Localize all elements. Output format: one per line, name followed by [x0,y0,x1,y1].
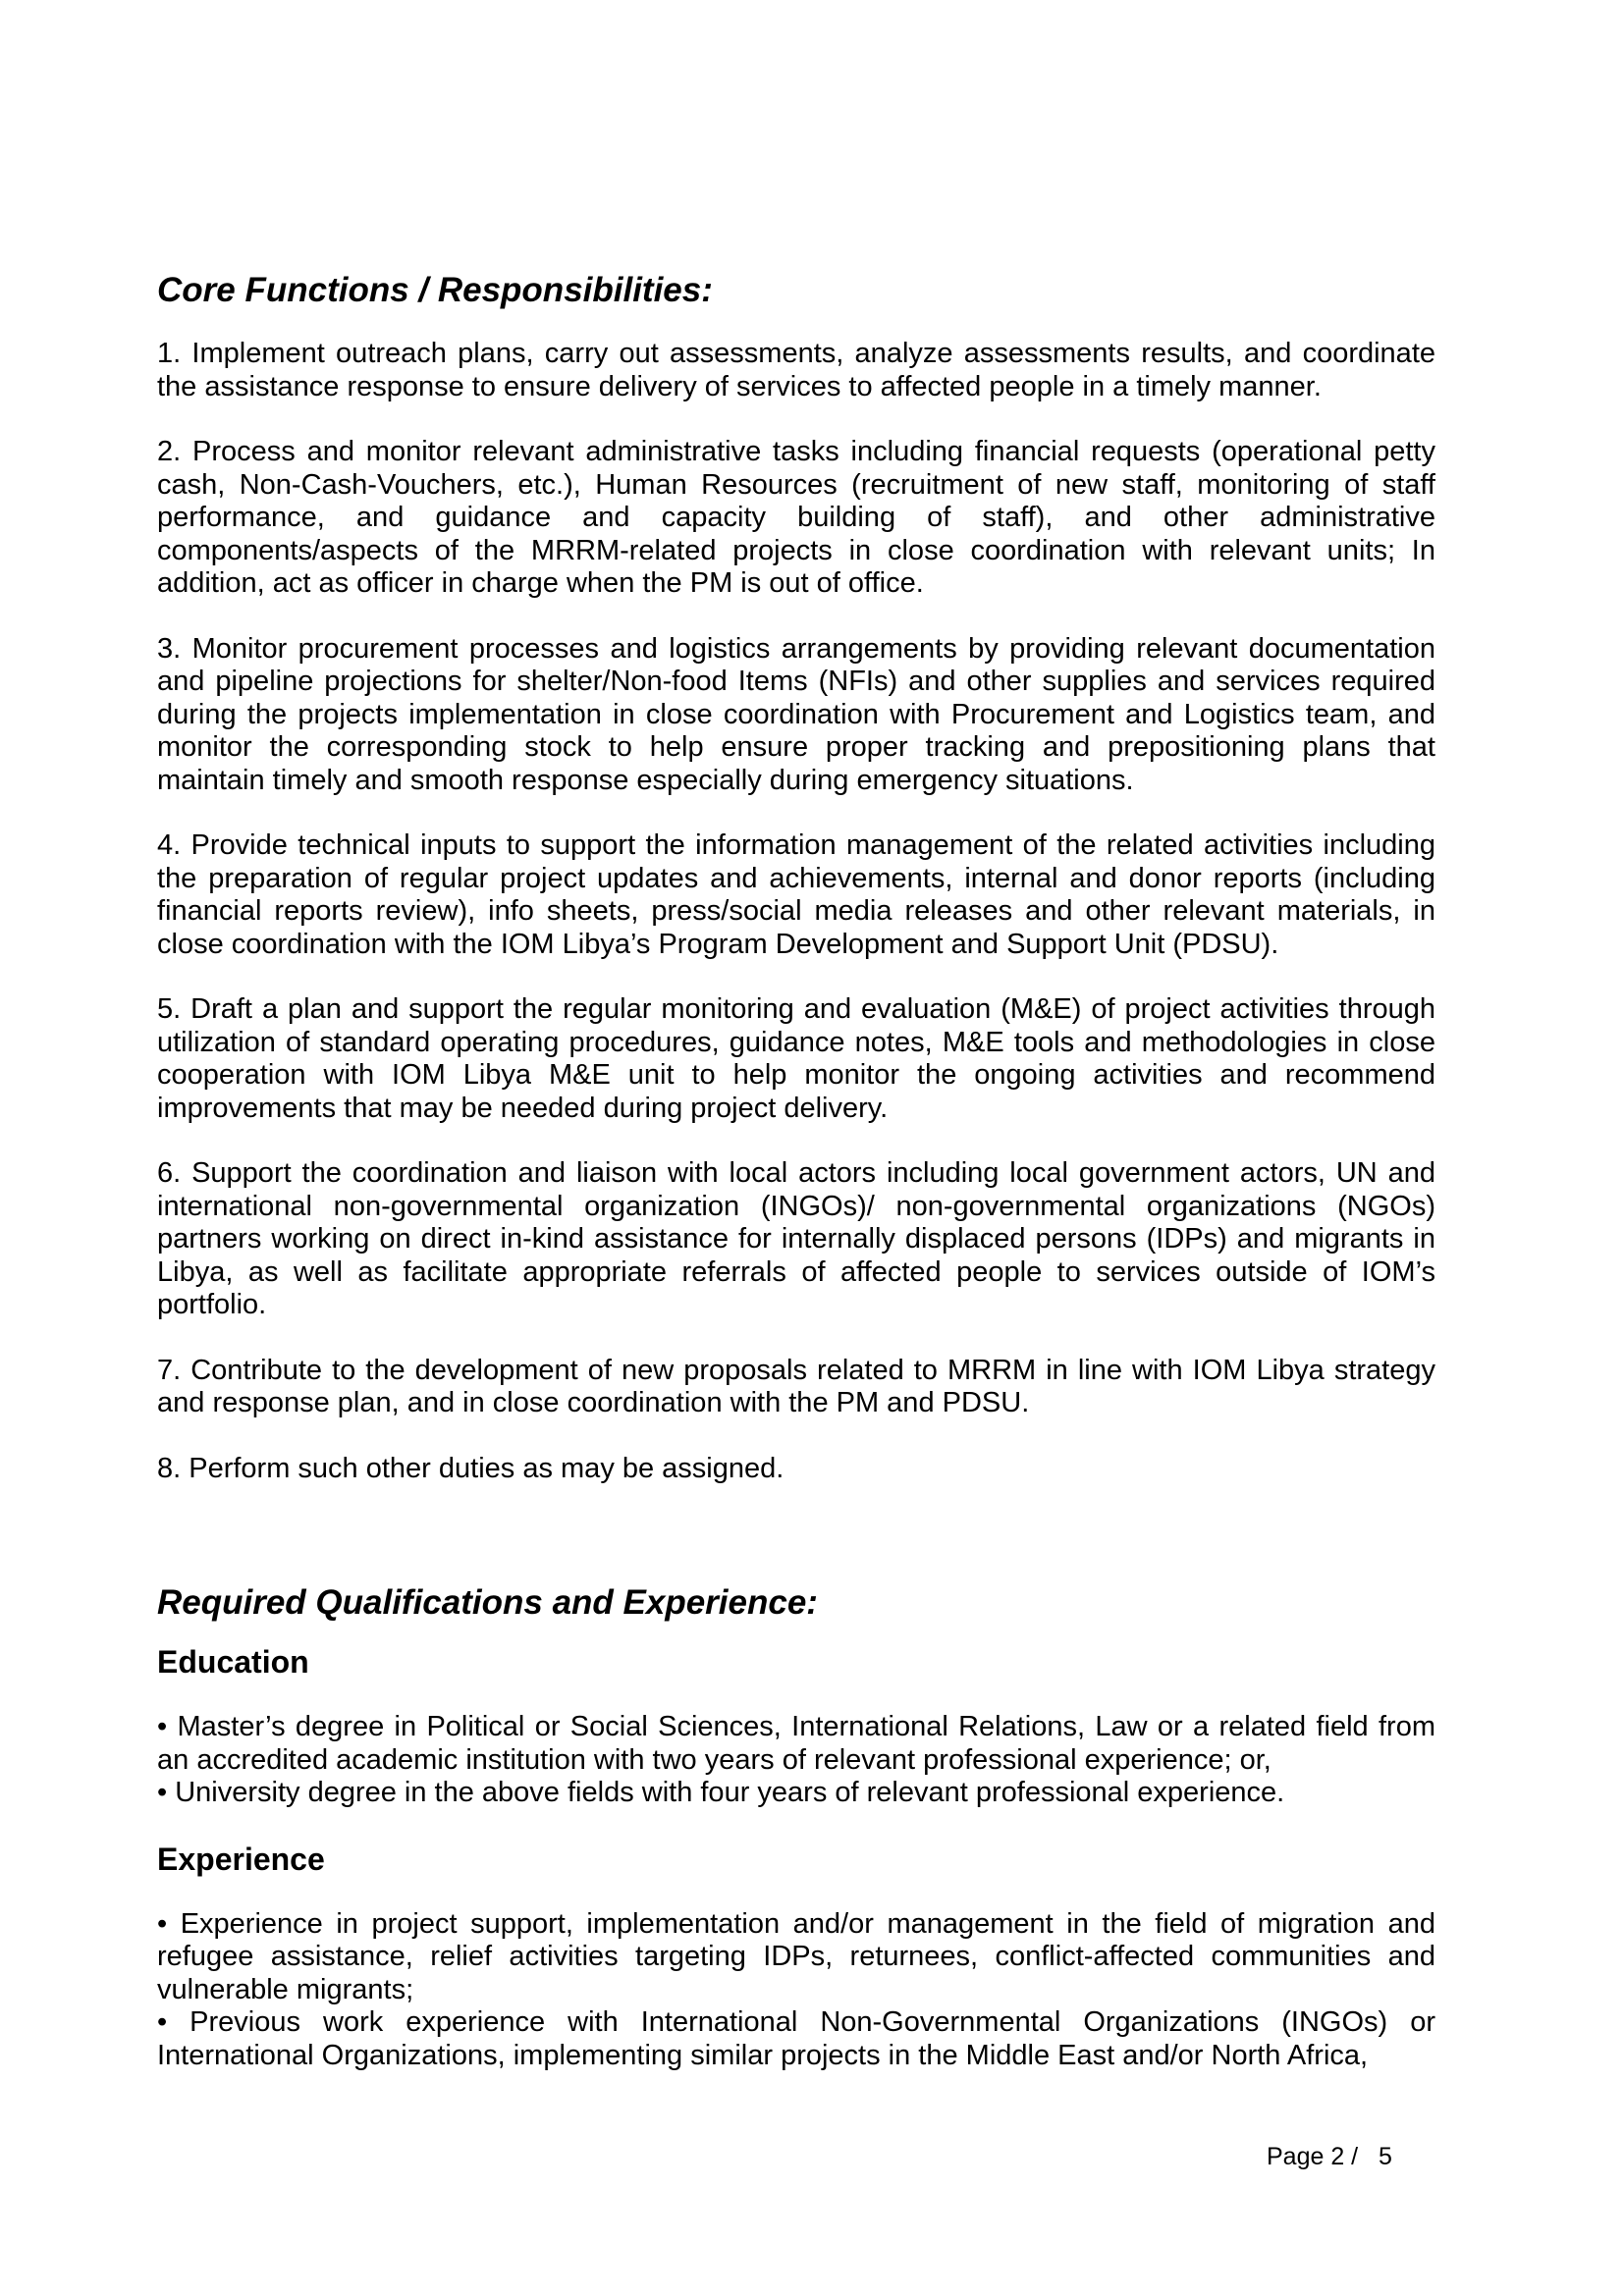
core-item-4: 4. Provide technical inputs to support the information management of the related activities including the preparation of regular project updates and achievements, internal and donor reports (including financial reports review), info sheets, press/social media releases and other relevant materials, in close coordination with the IOM Libya’s Program Development and Support Unit (PDSU). [157,829,1435,960]
core-item-5: 5. Draft a plan and support the regular monitoring and evaluation (M&E) of project activities through utilization of standard operating procedures, guidance notes, M&E tools and methodologies in close cooperation with IOM Libya M&E unit to help monitor the ongoing activities and recommend improvements that may be needed during project delivery. [157,993,1435,1124]
qualifications-title: Required Qualifications and Experience: [157,1583,818,1622]
core-item-8: 8. Perform such other duties as may be assigned. [157,1452,784,1484]
education-heading: Education [157,1644,309,1680]
education-bullet-1: • Master’s degree in Political or Social Sciences, International Relations, Law or a related field from an accredited academic institution with two years of relevant professional experience; or, [157,1711,1435,1776]
core-item-3: 3. Monitor procurement processes and logistics arrangements by providing relevant documentation and pipeline projections for shelter/Non-food Items (NFIs) and other supplies and services required during the projects implementation in close coordination with Procurement and Logistics team, and monitor the corresponding stock to help ensure proper tracking and prepositioning plans that maintain timely and smooth response especially during emergency situations. [157,632,1435,796]
page-number: Page 2 / 5 [1267,2143,1392,2170]
experience-list [157,1908,1435,2073]
education-bullet-2: • University degree in the above fields with four years of relevant professional experience. [157,1777,1285,1808]
experience-bullet-2: • Previous work experience with International Non-Governmental Organizations (INGOs) or International Organizations, implementing similar projects in the Middle East and/or North Africa, [157,2006,1435,2071]
experience-bullet-1: • Experience in project support, implementation and/or management in the field of migration and refugee assistance, relief activities targeting IDPs, returnees, conflict-affected communities and vulnerable migrants; [157,1907,1435,2005]
core-item-7: 7. Contribute to the development of new proposals related to MRRM in line with IOM Libya strategy and response plan, and in close coordination with the PM and PDSU. [157,1354,1435,1418]
education-list [157,1711,1435,1810]
core-item-2: 2. Process and monitor relevant administrative tasks including financial requests (operational petty cash, Non-Cash-Vouchers, etc.), Human Resources (recruitment of new staff, monitoring of staff performance, and guidance and capacity building of staff), and other administrative components/aspects of the MRRM-related projects in close coordination with relevant units; In addition, act as officer in charge when the PM is out of office. [157,436,1435,599]
experience-heading: Experience [157,1841,325,1877]
core-item-1: 1. Implement outreach plans, carry out assessments, analyze assessments results, and coordinate the assistance response to ensure delivery of services to affected people in a timely manner. [157,338,1435,402]
core-item-6: 6. Support the coordination and liaison with local actors including local government actors, UN and international non-governmental organization (INGOs)/ non-governmental organizations (NGOs) partners working on direct in-kind assistance for internally displaced persons (IDPs) and migrants in Libya, as well as facilitate appropriate referrals of affected people to services outside of IOM’s portfolio. [157,1157,1435,1320]
page-content [157,267,1435,2072]
core-functions-title: Core Functions / Responsibilities: [157,271,713,309]
